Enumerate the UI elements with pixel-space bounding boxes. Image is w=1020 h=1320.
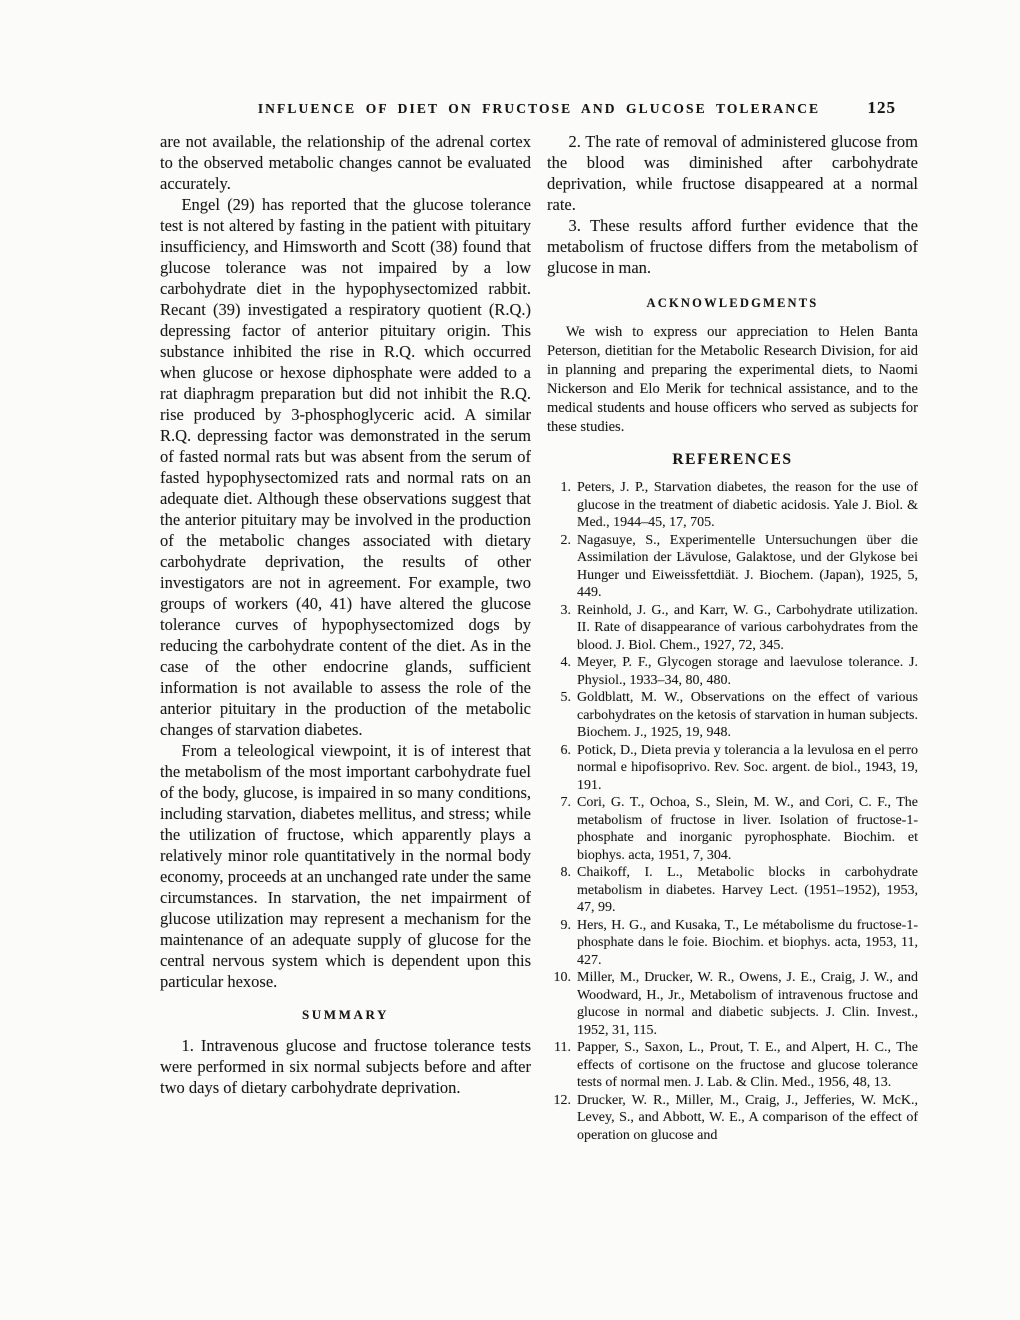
reference-text: Cori, G. T., Ochoa, S., Slein, M. W., and Cori, C. F., The metabolism of fructose in liver. Isolation of fructose-1-phosphate and inorganic pyrophosphate. Biochim. et biophys. acta, 1951, 7, 304.: [577, 795, 918, 863]
references-list: [547, 479, 918, 1144]
reference-item: [547, 917, 918, 970]
reference-text: Miller, M., Drucker, W. R., Owens, J. E., Craig, J. W., and Woodward, H., Jr., Metabolism of intravenous fructose and glucose in normal and diabetic subjects. J. Clin. Invest., 1952, 31, 115.: [577, 970, 918, 1038]
body-paragraph-continued: are not available, the relationship of the adrenal cortex to the observed metabolic changes cannot be evaluated accurately.: [160, 132, 531, 193]
summary-item-2: 2. The rate of removal of administered glucose from the blood was diminished after carbohydrate deprivation, while fructose disappeared at a normal rate.: [547, 132, 918, 214]
acknowledgments-heading: ACKNOWLEDGMENTS: [646, 296, 819, 310]
reference-item: [547, 794, 918, 864]
reference-item: [547, 864, 918, 917]
reference-text: Papper, S., Saxon, L., Prout, T. E., and Alpert, H. C., The effects of cortisone on the fructose and glucose tolerance tests of normal men. J. Lab. & Clin. Med., 1956, 48, 13.: [577, 1040, 918, 1090]
reference-text: Drucker, W. R., Miller, M., Craig, J., Jefferies, W. McK., Levey, S., and Abbott, W. E., A comparison of the effect of operation on glucose and: [577, 1092, 918, 1143]
right-column: [547, 131, 918, 1144]
left-column: [160, 131, 531, 1098]
summary-item-3: 3. These results afford further evidence that the metabolism of fructose differs from the metabolism of glucose in man.: [547, 216, 918, 277]
reference-text: Meyer, P. F., Glycogen storage and laevulose tolerance. J. Physiol., 1933–34, 80, 480.: [577, 655, 918, 688]
body-paragraph: Engel (29) has reported that the glucose tolerance test is not altered by fasting in the patient with pituitary insufficiency, and Himsworth and Scott (38) found that glucose tolerance was not impaired by a low carbohydrate diet in the hypophysectomized rabbit. Recant (39) investigated a respiratory quotient (R.Q.) depressing factor of anterior pituitary origin. This substance inhibited the rise in R.Q. which occurred when glucose or hexose diphosphate were added to a rat diaphragm preparation but did not inhibit the R.Q. rise produced by 3-phosphoglyceric acid. A similar R.Q. depressing factor was demonstrated in the serum of fasted normal rats but was absent from the serum of fasted hypophysectomized rats and normal rats on an adequate diet. Although these observations suggest that the anterior pituitary may be involved in the production of the metabolic changes associated with dietary carbohydrate deprivation, the results of other investigators are not in agreement. For example, two groups of workers (40, 41) have altered the glucose tolerance curves of hypophysectomized dogs by reducing the carbohydrate content of the diet. As in the case of the other endocrine glands, sufficient information is not available to assess the role of the anterior pituitary in the production of the metabolic changes of starvation diabetes.: [160, 195, 531, 739]
reference-item: [547, 689, 918, 742]
reference-item: [547, 1039, 918, 1092]
reference-item: [547, 602, 918, 655]
reference-text: Nagasuye, S., Experimentelle Untersuchungen über die Assimilation der Lävulose, Galaktose, und der Glykose bei Hunger und Eiweissfettdiät. J. Biochem. (Japan), 1925, 5, 449.: [577, 532, 918, 600]
acknowledgments-text: We wish to express our appreciation to Helen Banta Peterson, dietitian for the Metabolic Research Division, for aid in planning and preparing the experimental diets, to Naomi Nickerson and Elo Merik for technical assistance, and to the medical students and house officers who served as subjects for these studies.: [547, 324, 918, 435]
reference-text: Potick, D., Dieta previa y tolerancia a la levulosa en el perro normal e hipofisoprivo. Rev. Soc. argent. de biol., 1943, 19, 191.: [577, 742, 918, 793]
reference-item: [547, 742, 918, 795]
running-title: INFLUENCE OF DIET ON FRUCTOSE AND GLUCOSE TOLERANCE: [257, 101, 821, 116]
page-header: [160, 98, 918, 123]
reference-text: Goldblatt, M. W., Observations on the effect of various carbohydrates on the ketosis of starvation in human subjects. Biochem. J., 1925, 19, 948.: [577, 690, 918, 740]
reference-number: 5.: [560, 690, 571, 705]
page-number: 125: [867, 98, 896, 117]
reference-item: [547, 479, 918, 532]
reference-item: [547, 969, 918, 1039]
reference-number: 1.: [560, 480, 571, 495]
reference-number: 12.: [553, 1092, 571, 1108]
reference-text: Chaikoff, I. L., Metabolic blocks in carbohydrate metabolism in diabetes. Harvey Lect. (1951–1952), 1953, 47, 99.: [577, 865, 918, 915]
reference-number: 4.: [560, 655, 571, 670]
reference-number: 10.: [553, 970, 571, 985]
reference-item: [547, 532, 918, 602]
summary-heading: SUMMARY: [301, 1007, 390, 1022]
reference-number: 3.: [560, 602, 571, 618]
reference-text: Reinhold, J. G., and Karr, W. G., Carbohydrate utilization. II. Rate of disappearance of various carbohydrates from the blood. J. Biol. Chem., 1927, 72, 345.: [577, 602, 918, 653]
reference-text: Peters, J. P., Starvation diabetes, the reason for the use of glucose in the treatment of diabetic acidosis. Yale J. Biol. & Med., 1944–45, 17, 705.: [577, 480, 918, 530]
two-column-body: [160, 131, 918, 1144]
references-heading: REFERENCES: [672, 451, 793, 468]
reference-number: 8.: [560, 865, 571, 880]
body-paragraph: From a teleological viewpoint, it is of interest that the metabolism of the most important carbohydrate fuel of the body, glucose, is impaired in so many conditions, including starvation, diabetes mellitus, and stress; while the utilization of fructose, which apparently plays a relatively minor role quantitatively in the normal body economy, proceeds at an unchanged rate under the same circumstances. In starvation, the net impairment of glucose utilization may represent a mechanism for the maintenance of an adequate supply of glucose for the central nervous system which is dependent upon this particular hexose.: [160, 741, 531, 991]
reference-number: 9.: [560, 917, 571, 933]
reference-item: [547, 1092, 918, 1145]
reference-number: 7.: [560, 795, 571, 810]
summary-item-1: 1. Intravenous glucose and fructose tolerance tests were performed in six normal subjects before and after two days of dietary carbohydrate deprivation.: [160, 1036, 531, 1097]
reference-item: [547, 654, 918, 689]
reference-number: 2.: [560, 532, 571, 548]
reference-number: 11.: [554, 1040, 571, 1055]
reference-number: 6.: [560, 742, 571, 758]
reference-text: Hers, H. G., and Kusaka, T., Le métabolisme du fructose-1-phosphate dans le foie. Biochim. et biophys. acta, 1953, 11, 427.: [577, 917, 918, 968]
